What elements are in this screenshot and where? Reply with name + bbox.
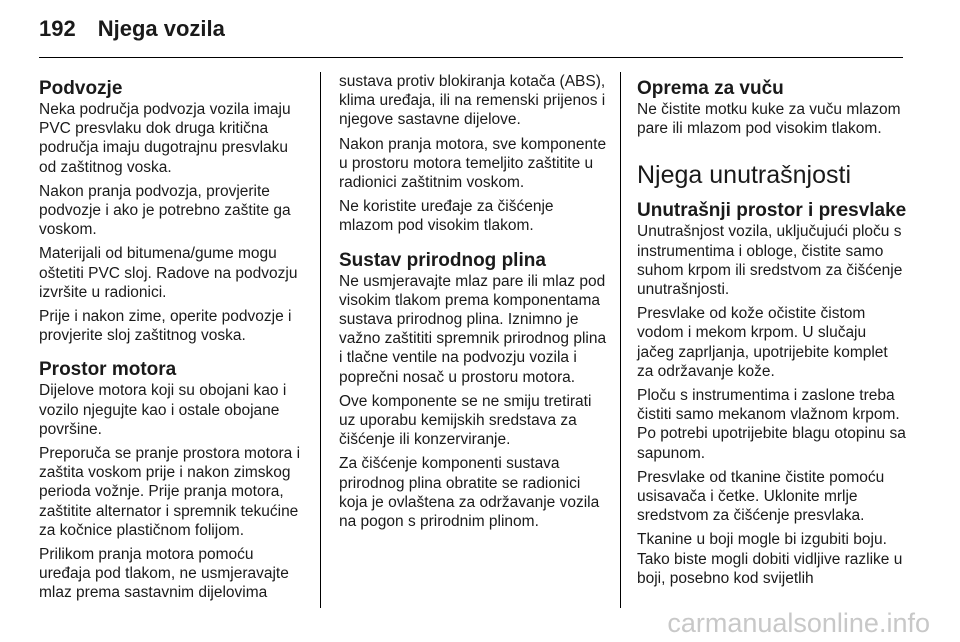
page-number: 192 (39, 16, 76, 41)
paragraph: Ploču s instrumentima i zaslone treba čistiti samo mekanom vlažnom krpom. Po potrebi upotrijebite blagu otopinu sa sapunom. (637, 387, 906, 462)
paragraph: sustava protiv blokiranja kotača (ABS), klima uređaja, ili na remenski prijenos i njegove sastavne dijelove. (339, 73, 606, 129)
paragraph: Dijelove motora koji su obojani kao i vozilo njegujte kao i ostale obojane površine. (39, 382, 287, 438)
paragraph: Neka područja podvozja vozila imaju PVC presvlaku dok druga kritična područja imaju dugotrajnu presvlaku od zaštitnog voska. (39, 101, 291, 176)
heading-sustav-plina: Sustav prirodnog plina (339, 249, 546, 271)
paragraph: Prije i nakon zime, operite podvozje i provjerite sloj zaštitnog voska. (39, 308, 292, 345)
paragraph: Tkanine u boji mogle bi izgubiti boju. Tako biste mogli dobiti vidljive razlike u boji, posebno kod svijetlih (637, 531, 903, 587)
header-rule (39, 57, 903, 58)
page-title: Njega vozila (97, 16, 225, 41)
paragraph: Presvlake od kože očistite čistom vodom i mekom krpom. U slučaju jačeg zaprljanja, upotrijebite komplet za održavanje kože. (637, 305, 888, 380)
paragraph: Prilikom pranja motora pomoću uređaja pod tlakom, ne usmjeravajte mlaz prema sastavnim dijelovima (39, 546, 289, 602)
paragraph: Ne usmjeravajte mlaz pare ili mlaz pod visokim tlakom prema komponentama sustava prirodnog plina. Iznimno je važno zaštititi spremnik prirodnog plina i tlačne ventile na podvozju vozila i poprečni nosač u prostoru motora. (339, 272, 607, 386)
heading-podvozje: Podvozje (39, 78, 123, 99)
paragraph: Nakon pranja motora, sve komponente u prostoru motora temeljito zaštitite u radionici zaštitnim voskom. (339, 135, 607, 192)
paragraph: Ne čistite motku kuke za vuču mlazom pare ili mlazom pod visokim tlakom. (637, 101, 901, 138)
paragraph: Nakon pranja podvozja, provjerite podvozje i ako je potrebno zaštite ga voskom. (39, 182, 291, 239)
page-header (39, 16, 225, 46)
heading-unutarnji-prostor: Unutrašnji prostor i presvlake (637, 200, 907, 222)
column-1 (39, 78, 309, 603)
heading-oprema-vucu: Oprema za vuču (637, 78, 784, 99)
paragraph: Unutrašnjost vozila, uključujući ploču s instrumentima i obloge, čistite samo suhom krpom ili sredstvom za čišćenje unutrašnjosti. (637, 223, 903, 299)
paragraph: Materijali od bitumena/gume mogu oštetiti PVC sloj. Radove na podvozju izvršite u radionici. (39, 245, 298, 301)
watermark: carmanualsonline.info (667, 608, 930, 638)
column-2 (339, 72, 609, 531)
paragraph: Ne koristite uređaje za čišćenje mlazom pod visokim tlakom. (339, 198, 554, 235)
paragraph: Presvlake od tkanine čistite pomoću usisavača i četke. Uklonite mrlje sredstvom za čišćenje presvlaka. (637, 468, 885, 525)
column-divider-2 (620, 72, 621, 608)
paragraph: Preporuča se pranje prostora motora i zaštita voskom prije i nakon zimskog perioda vožnje. Prije pranja motora, zaštitite alternator i spremnik tekućine za kočnice plastičnom folijom. (39, 445, 301, 539)
paragraph: Za čišćenje komponenti sustava prirodnog plina obratite se radionici koja je ovlaštena za održavanje vozila na pogon s prirodnim plinom. (339, 455, 600, 531)
paragraph: Ove komponente se ne smiju tretirati uz uporabu kemijskih sredstava za čišćenje ili konzerviranje. (339, 392, 592, 449)
heading-njega-unutrasnjosti: Njega unutrašnjosti (637, 161, 852, 190)
heading-prostor-motora: Prostor motora (39, 359, 177, 381)
column-divider-1 (320, 72, 321, 608)
column-3 (637, 78, 907, 588)
